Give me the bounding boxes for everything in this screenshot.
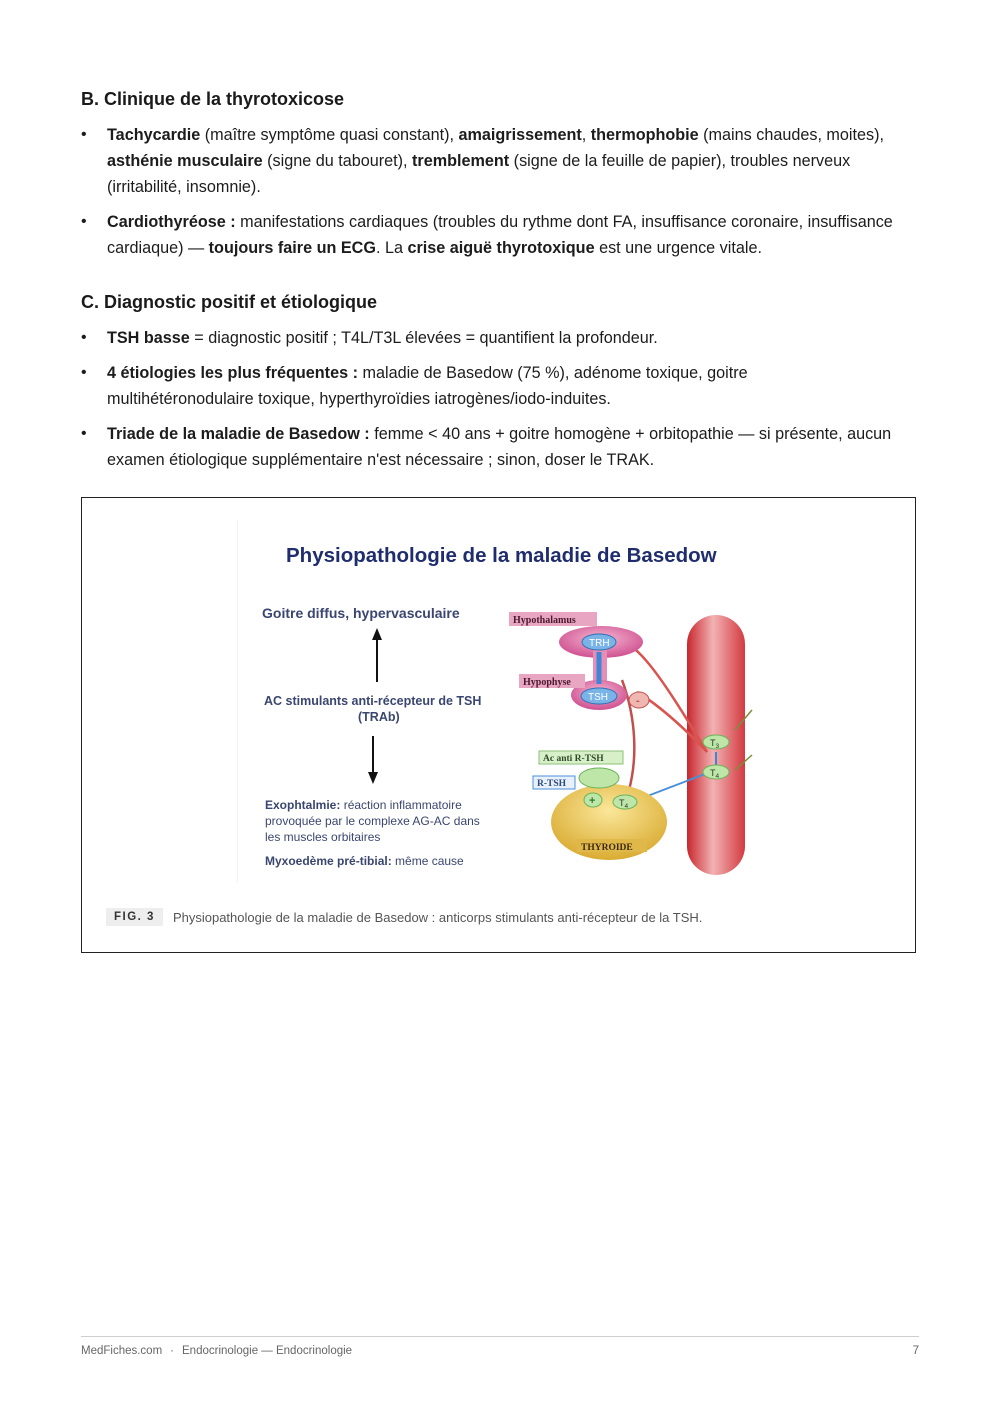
- bullet-item: [81, 209, 896, 261]
- bullet-bold-text: Cardiothyréose :: [107, 213, 236, 231]
- bullet-bold-text: thermophobie: [590, 126, 699, 144]
- down-arrow-head: [368, 772, 378, 784]
- vessel-t3-label: $T_3$: [710, 738, 720, 750]
- bullet-text: . La: [375, 239, 408, 257]
- exophtalmie-line3: les muscles orbitaires: [265, 830, 381, 844]
- bullet-bold-text: toujours faire un ECG: [208, 239, 376, 257]
- figure-label: FIG. 3: [106, 908, 163, 926]
- bullet-item: [81, 360, 896, 412]
- myxoedeme-label: Myxoedème pré-tibial: même cause: [265, 854, 464, 868]
- bullet-bold-text: crise aiguë thyrotoxique: [407, 239, 595, 257]
- bullet-bold-text: Triade de la maladie de Basedow :: [107, 425, 370, 443]
- footer-divider: [81, 1336, 919, 1337]
- section-c-title: C. Diagnostic positif et étiologique: [81, 292, 378, 312]
- tsh-label: TSH: [588, 692, 608, 703]
- ac-label-line1: AC stimulants anti-récepteur de TSH: [264, 694, 482, 708]
- footer-section: Endocrinologie — Endocrinologie: [182, 1345, 353, 1357]
- antibody-node: [579, 768, 619, 788]
- figure-caption: [106, 908, 702, 926]
- up-arrow-head: [372, 628, 382, 640]
- thyroide-label: THYROIDE: [581, 843, 633, 853]
- goitre-label: Goitre diffus, hypervasculaire: [262, 605, 460, 621]
- exophtalmie-line1: Exophtalmie: réaction inflammatoire: [265, 798, 462, 812]
- footer-separator: ·: [170, 1345, 175, 1357]
- plus-sign: +: [589, 795, 596, 807]
- bullet-item: [81, 421, 896, 473]
- bullet-text: maladie de Basedow (75 %), adénome toxique, goitre multihétéronodulaire toxique, hyperthyroïdies iatrogènes/iodo-induites.: [107, 364, 748, 408]
- bullet-bold-text: TSH basse: [107, 329, 190, 347]
- bullet-item: [81, 325, 896, 351]
- page-number: 7: [912, 1345, 919, 1357]
- bullet-text: (signe de la feuille de papier), troubles nerveux (irritabilité, insomnie).: [107, 152, 851, 196]
- bullet-bold-text: 4 étiologies les plus fréquentes :: [107, 364, 358, 382]
- bullet-text: = diagnostic positif ; T4L/T3L élevées = quantifient la profondeur.: [189, 329, 658, 347]
- bullet-bold-text: asthénie musculaire: [107, 152, 263, 170]
- trh-label: TRH: [589, 638, 610, 649]
- bullet-text: manifestations cardiaques (troubles du rythme dont FA, insuffisance coronaire, insuffisance cardiaque) —: [107, 213, 893, 257]
- bullet-text: femme < 40 ans + goitre homogène + orbitopathie — si présente, aucun examen étiologique supplémentaire n'est nécessaire ; sinon, doser le TRAK.: [107, 425, 892, 469]
- hypophyse-label: Hypophyse: [523, 677, 571, 688]
- bullet-bold-text: amaigrissement: [458, 126, 582, 144]
- section-b-title: B. Clinique de la thyrotoxicose: [81, 89, 345, 109]
- ac-label-line2: (TRAb): [358, 710, 400, 724]
- footer-site: MedFiches.com: [81, 1345, 163, 1357]
- bullet-text: ,: [581, 126, 591, 144]
- negative-feedback-sign: -: [636, 695, 640, 707]
- bullet-text: (mains chaudes, moites),: [698, 126, 884, 144]
- bullet-text: (signe du tabouret),: [262, 152, 413, 170]
- exophtalmie-line2: provoquée par le complexe AG-AC dans: [265, 814, 480, 828]
- page-footer: [81, 1345, 919, 1357]
- figure-box: [81, 497, 916, 953]
- figure-image: [237, 520, 757, 886]
- figure-title: Physiopathologie de la maladie de Basedow: [286, 544, 717, 567]
- section-c-list: [81, 325, 896, 482]
- bullet-bold-text: Tachycardie: [107, 126, 201, 144]
- bullet-text: (maître symptôme quasi constant),: [200, 126, 459, 144]
- r-tsh-label: R-TSH: [537, 779, 567, 789]
- ac-anti-label: Ac anti R-TSH: [543, 754, 604, 764]
- thyroid-t4-label: $T_4$: [619, 798, 629, 810]
- bullet-bold-text: tremblement: [412, 152, 510, 170]
- vessel-t4-label: $T_4$: [710, 768, 720, 780]
- bullet-item: [81, 122, 896, 200]
- hypothalamus-label: Hypothalamus: [513, 615, 576, 626]
- figure-caption-text: Physiopathologie de la maladie de Basedow : anticorps stimulants anti-récepteur de la TSH.: [172, 909, 703, 925]
- bullet-text: est une urgence vitale.: [594, 239, 762, 257]
- section-b-list: [81, 122, 896, 270]
